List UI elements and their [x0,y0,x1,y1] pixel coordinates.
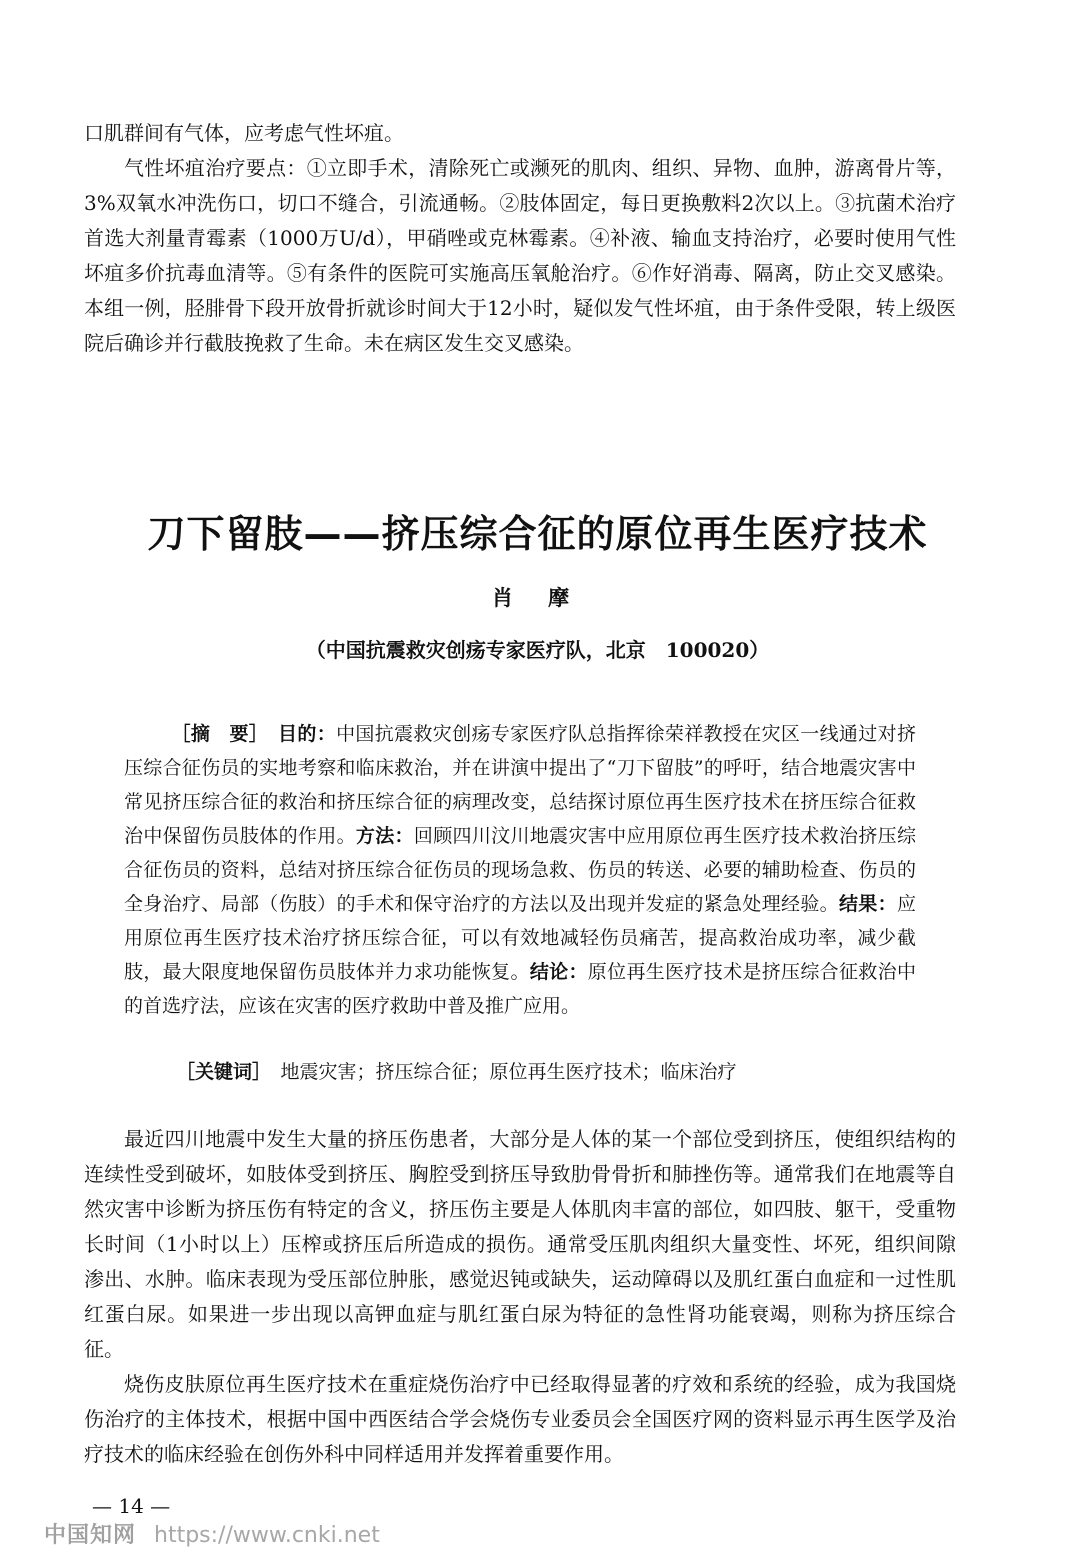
paragraph-gas-gangrene-end: 口肌群间有气体，应考虑气性坏疽。 [84,121,404,145]
cnki-logo-text: 中国知网 [44,1523,137,1548]
keywords-text: 地震灾害；挤压综合征；原位再生医疗技术；临床治疗 [280,1061,737,1083]
abstract-objective-label: 目的： [278,723,337,745]
abstract [124,717,916,1023]
abstract-conclusion-label: 结论： [529,961,588,983]
abstract-objective-text: 中国抗震救灾创疡专家医疗队总指挥徐荣祥教授在灾区一线通过对挤压综合征伤员的实地考察和临床救治，并在讲演中提出了“刀下留肢”的呼吁，结合地震灾害中常见挤压综合征的救治和挤压综合征的病理改变，总结探讨原位再生医疗技术在挤压综合征救治中保留伤员肢体的作用。 [124,723,916,847]
abstract-results-text: 应用原位再生医疗技术治疗挤压综合征，可以有效地减轻伤员痛苦，提高救治成功率，减少截肢，最大限度地保留伤员肢体并力求功能恢复。 [124,893,916,983]
cnki-watermark [44,1518,380,1549]
paragraph-regenerative-medicine: 烧伤皮肤原位再生医疗技术在重症烧伤治疗中已经取得显著的疗效和系统的经验，成为我国烧伤治疗的主体技术，根据中国中西医结合学会烧伤专业委员会全国医疗网的资料显示再生医学及治疗技术的临床经验在创伤外科中同样适用并发挥着重要作用。 [84,1372,956,1466]
article-author: 肖 摩 [491,585,584,610]
page-number: — 14 — [92,1494,171,1518]
abstract-label: ［摘 要］ [171,723,259,745]
abstract-methods-label: 方法： [355,825,414,847]
main-body-section [84,1122,956,1472]
abstract-paragraph [124,717,916,1023]
keywords-label: ［关键词］ [176,1061,262,1083]
continued-text-section [84,116,956,361]
paragraph-gas-gangrene-treatment: 气性坏疽治疗要点：①立即手术，清除死亡或濒死的肌肉、组织、异物、血肿，游离骨片等，3%双氧水冲洗伤口，切口不缝合，引流通畅。②肢体固定，每日更换敷料2次以上。③抗菌术治疗首选大剂量青霉素（1000万U/d），甲硝唑或克林霉素。④补液、输血支持治疗，必要时使用气性坏疽多价抗毒血清等。⑤有条件的医院可实施高压氧舱治疗。⑥作好消毒、隔离，防止交叉感染。本组一例，胫腓骨下段开放骨折就诊时间大于12小时，疑似发气性坏疽，由于条件受限，转上级医院后确诊并行截肢挽救了生命。未在病区发生交叉感染。 [84,156,956,355]
author-affiliation: （中国抗震救灾创疡专家医疗队，北京 100020） [305,638,770,662]
article-title: 刀下留肢——挤压综合征的原位再生医疗技术 [147,512,928,557]
paragraph-crush-injury: 最近四川地震中发生大量的挤压伤患者，大部分是人体的某一个部位受到挤压，使组织结构的连续性受到破坏，如肢体受到挤压、胸腔受到挤压导致肋骨骨折和肺挫伤等。通常我们在地震等自然灾害中诊断为挤压伤有特定的含义，挤压伤主要是人体肌肉丰富的部位，如四肢、躯干，受重物长时间（1小时以上）压榨或挤压后所造成的损伤。通常受压肌肉组织大量变性、坏死，组织间隙渗出、水肿。临床表现为受压部位肿胀，感觉迟钝或缺失，运动障碍以及肌红蛋白血症和一过性肌红蛋白尿。如果进一步出现以高钾血症与肌红蛋白尿为特征的急性肾功能衰竭，则称为挤压综合征。 [84,1127,956,1361]
cnki-url: https://www.cnki.net [154,1523,380,1548]
abstract-results-label: 结果： [838,893,897,915]
abstract-conclusion-text: 原位再生医疗技术是挤压综合征救治中的首选疗法，应该在灾害的医疗救助中普及推广应用。 [124,961,916,1017]
abstract-methods-text: 回顾四川汶川地震灾害中应用原位再生医疗技术救治挤压综合征伤员的资料，总结对挤压综合征伤员的现场急救、伤员的转送、必要的辅助检查、伤员的全身治疗、局部（伤肢）的手术和保守治疗的方法以及出现并发症的紧急处理经验。 [124,825,916,915]
keywords-line [176,1055,737,1089]
